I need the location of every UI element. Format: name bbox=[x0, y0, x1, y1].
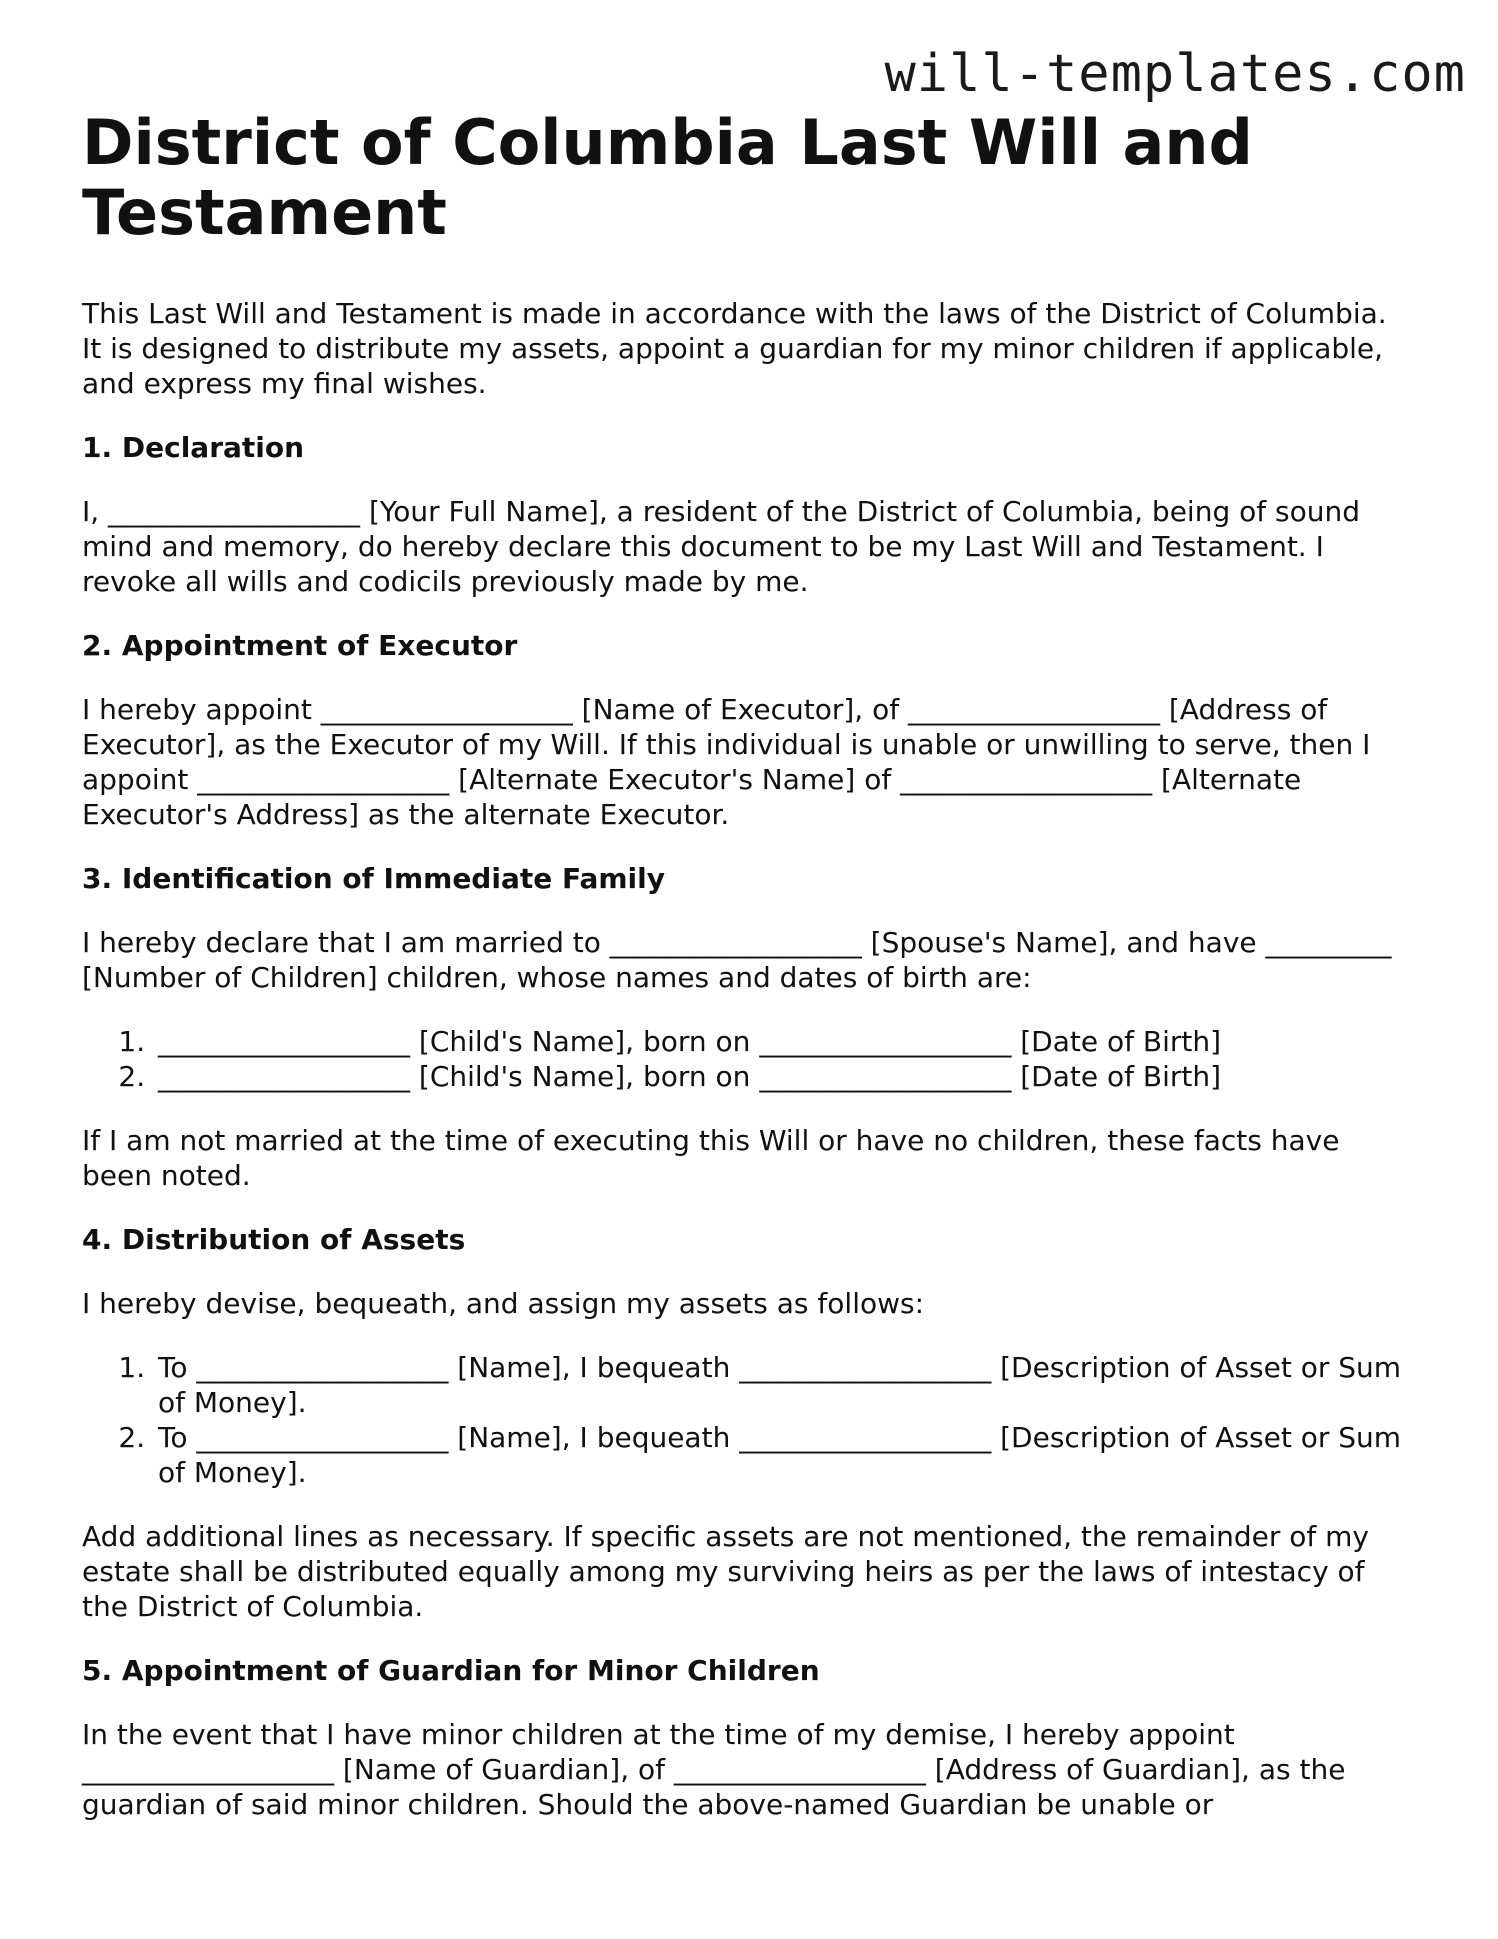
section-heading-guardian: 5. Appointment of Guardian for Minor Children bbox=[82, 1654, 820, 1687]
children-list bbox=[82, 1024, 1412, 1094]
section-heading-family: 3. Identification of Immediate Family bbox=[82, 862, 665, 895]
document-title: District of Columbia Last Will and Testament bbox=[82, 106, 1253, 249]
list-item: 2. __________________ [Child's Name], born on __________________ [Date of Birth] bbox=[154, 1059, 1412, 1094]
section-heading-declaration: 1. Declaration bbox=[82, 431, 305, 464]
site-watermark: will-templates.com bbox=[884, 44, 1466, 104]
executor-text: I hereby appoint __________________ [Name of Executor], of __________________ [Address of Executor], as the Executor of my Will. If this individual is unable or unwilling to serve, then I appoint __________________ [Alternate Executor's Name] of __________________ [Alternate Executor's Address] as the alternate Executor. bbox=[82, 693, 1371, 831]
intro-paragraph: This Last Will and Testament is made in accordance with the laws of the District of Columbia. It is designed to distribute my assets, appoint a guardian for my minor children if applicable, and express my final wishes. bbox=[82, 297, 1387, 400]
assets-list bbox=[82, 1350, 1412, 1490]
section-heading-executor: 2. Appointment of Executor bbox=[82, 629, 518, 662]
assets-text: I hereby devise, bequeath, and assign my assets as follows: bbox=[82, 1287, 925, 1320]
family-note: If I am not married at the time of executing this Will or have no children, these facts have been noted. bbox=[82, 1124, 1340, 1192]
guardian-text: In the event that I have minor children at the time of my demise, I hereby appoint __________________ [Name of Guardian], of __________________ [Address of Guardian], as the guardian of said minor children. Should the above-named Guardian be unable or bbox=[82, 1718, 1346, 1821]
list-item: 2. To __________________ [Name], I bequeath __________________ [Description of Asset or Sum of Money]. bbox=[154, 1420, 1412, 1490]
declaration-text: I, __________________ [Your Full Name], a resident of the District of Columbia, being of sound mind and memory, do hereby declare this document to be my Last Will and Testament. I revoke all wills and codicils previously made by me. bbox=[82, 495, 1361, 598]
document-page bbox=[82, 108, 1412, 1822]
assets-note: Add additional lines as necessary. If specific assets are not mentioned, the remainder of my estate shall be distributed equally among my surviving heirs as per the laws of intestacy of the District of Columbia. bbox=[82, 1520, 1369, 1623]
section-heading-assets: 4. Distribution of Assets bbox=[82, 1223, 466, 1256]
list-item: 1. __________________ [Child's Name], born on __________________ [Date of Birth] bbox=[154, 1024, 1412, 1059]
list-item: 1. To __________________ [Name], I bequeath __________________ [Description of Asset or Sum of Money]. bbox=[154, 1350, 1412, 1420]
family-text: I hereby declare that I am married to __________________ [Spouse's Name], and have _________ [Number of Children] children, whose names and dates of birth are: bbox=[82, 926, 1392, 994]
